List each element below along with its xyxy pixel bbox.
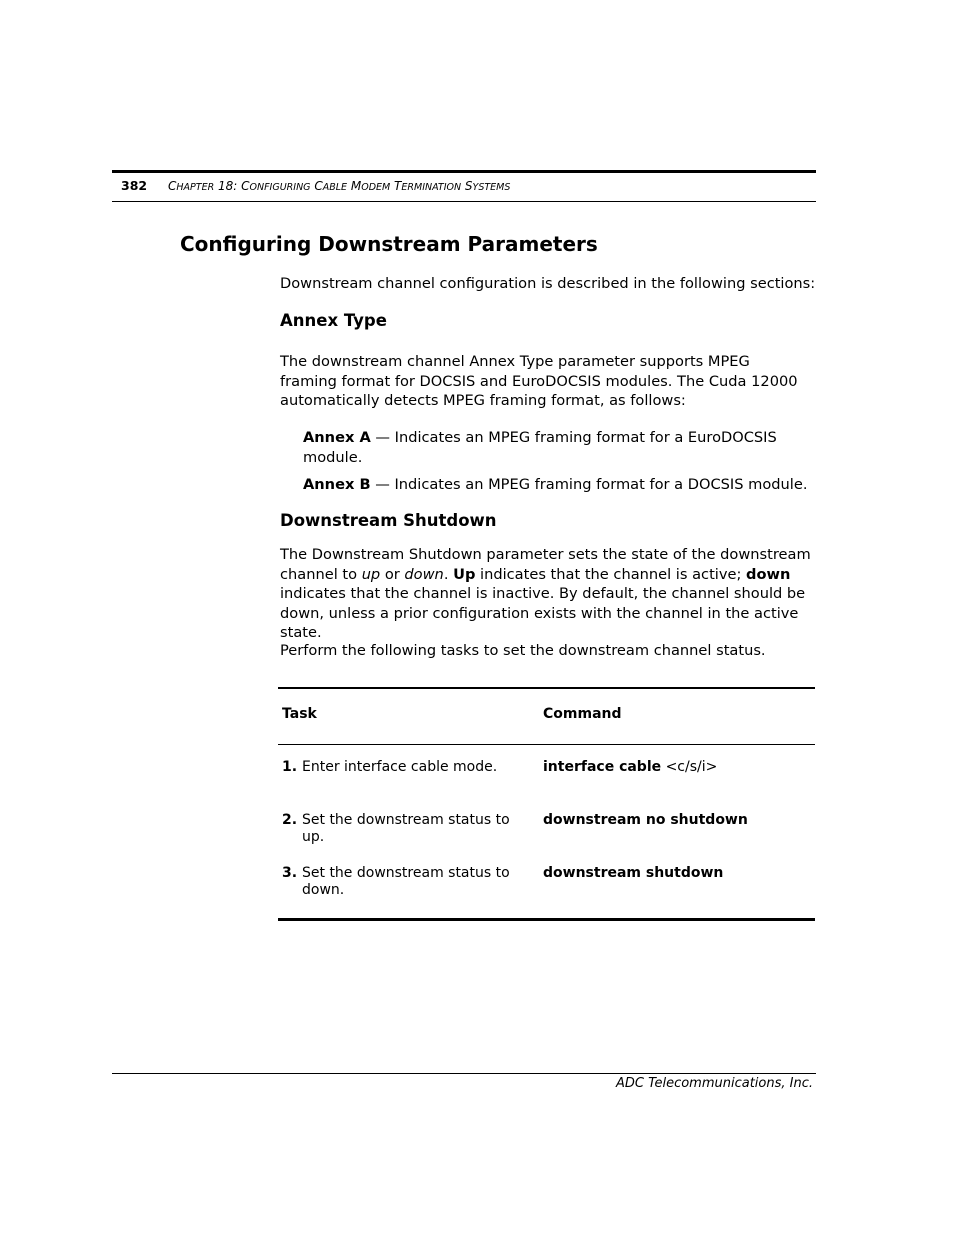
annex-b-term: Annex B: [303, 476, 371, 493]
table-header-rule: [278, 744, 815, 745]
table-bottom-rule: [278, 918, 815, 921]
step-number: 3.: [282, 865, 298, 881]
section-title: Configuring Downstream Parameters: [180, 232, 598, 256]
table-top-rule: [278, 687, 815, 689]
table-header-command: Command: [543, 706, 622, 722]
downstream-shutdown-heading: Downstream Shutdown: [280, 511, 497, 530]
table-header-task: Task: [282, 706, 317, 722]
task-text: Set the downstream status to up.: [302, 812, 510, 846]
annex-a-term: Annex A: [303, 429, 371, 446]
page-number: 382: [121, 178, 148, 193]
footer-company: ADC Telecommunications, Inc.: [616, 1076, 813, 1091]
step-number: 2.: [282, 812, 298, 828]
command-text: downstream no shutdown: [543, 812, 748, 828]
annex-type-paragraph: The downstream channel Annex Type parameter supports MPEG framing format for DOCSIS and EuroDOCSIS modules. The Cuda 12000 automatically detects MPEG framing format, as follows:: [280, 353, 798, 410]
chapter-title: CHAPTER 18: CONFIGURING CABLE MODEM TERMINATION SYSTEMS: [168, 179, 511, 193]
step-number: 1.: [282, 759, 298, 775]
annex-a-item: [303, 428, 783, 467]
annex-b-item: [303, 475, 813, 495]
task-text: Set the downstream status to down.: [302, 865, 510, 899]
annex-a-desc: — Indicates an MPEG framing format for a EuroDOCSIS module.: [303, 429, 777, 466]
annex-b-desc: — Indicates an MPEG framing format for a DOCSIS module.: [370, 476, 808, 493]
downstream-shutdown-paragraph: The Downstream Shutdown parameter sets the state of the downstream channel to up or down. Up indicates that the channel is active; down indicates that the channel is inactive. By default, the channel should be down, unless a prior configuration exists with the channel in the active state.: [280, 546, 811, 642]
command-text: interface cable <c/s/i>: [543, 759, 718, 775]
footer-rule: [112, 1073, 816, 1074]
command-text: downstream shutdown: [543, 865, 724, 881]
header-top-rule: [112, 170, 816, 173]
header-bottom-rule: [112, 201, 816, 202]
section-intro: Downstream channel configuration is described in the following sections:: [280, 275, 816, 292]
task-intro-paragraph: Perform the following tasks to set the downstream channel status.: [280, 642, 766, 659]
annex-type-heading: Annex Type: [280, 311, 387, 330]
task-text: Enter interface cable mode.: [302, 759, 498, 775]
